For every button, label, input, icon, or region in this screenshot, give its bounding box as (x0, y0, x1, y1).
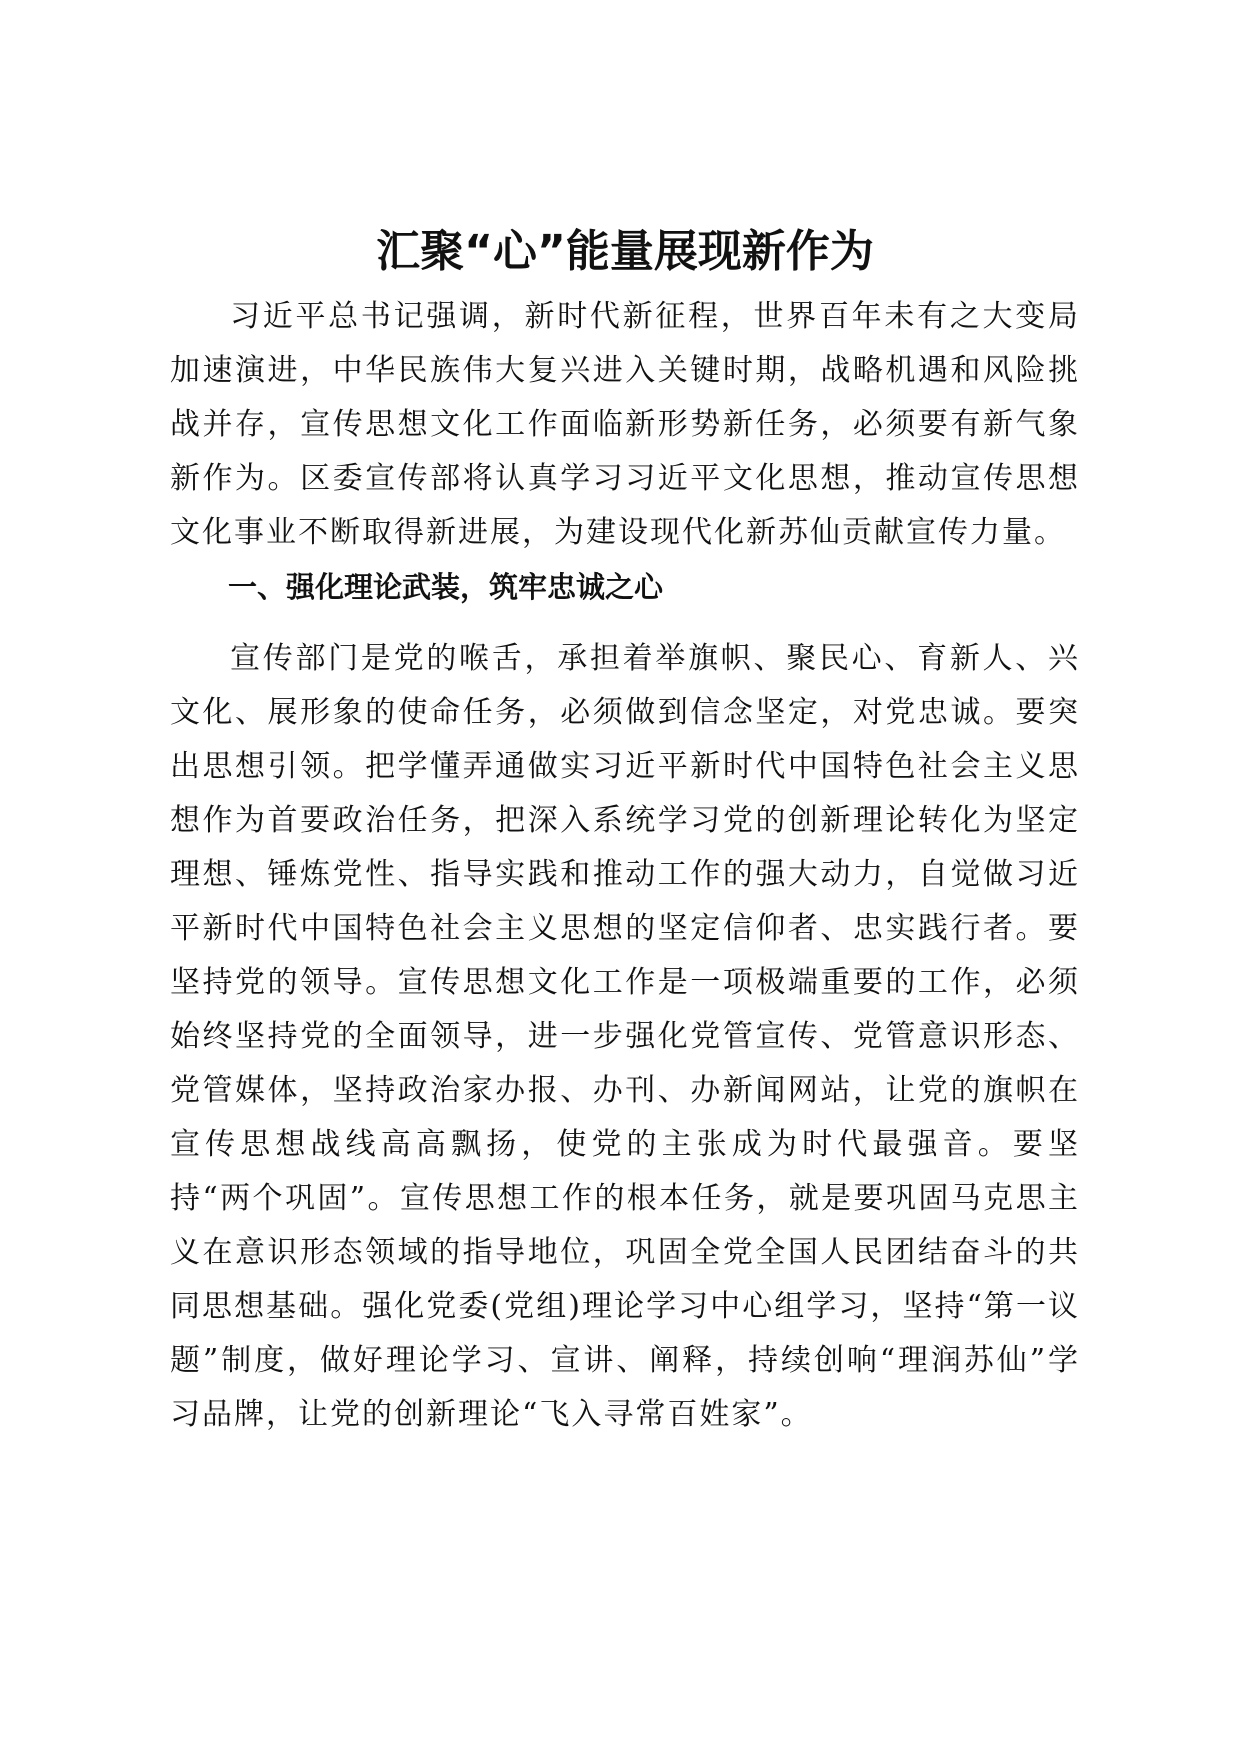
intro-paragraph: 习近平总书记强调，新时代新征程，世界百年未有之大变局加速演进，中华民族伟大复兴进入关键时期，战略机遇和风险挑战并存，宣传思想文化工作面临新形势新任务，必须要有新气象新作为。区委宣传部将认真学习习近平文化思想，推动宣传思想文化事业不断取得新进展，为建设现代化新苏仙贡献宣传力量。 (170, 299, 1080, 550)
document-body (170, 290, 1080, 1442)
section-paragraph: 宣传部门是党的喉舌，承担着举旗帜、聚民心、育新人、兴文化、展形象的使命任务，必须做到信念坚定，对党忠诚。要突出思想引领。把学懂弄通做实习近平新时代中国特色社会主义思想作为首要政治任务，把深入系统学习党的创新理论转化为坚定理想、锤炼党性、指导实践和推动工作的强大动力，自觉做习近平新时代中国特色社会主义思想的坚定信仰者、忠实践行者。要坚持党的领导。宣传思想文化工作是一项极端重要的工作，必须始终坚持党的全面领导，进一步强化党管宣传、党管意识形态、党管媒体，坚持政治家办报、办刊、办新闻网站，让党的旗帜在宣传思想战线高高飘扬，使党的主张成为时代最强音。要坚持“两个巩固”。宣传思想工作的根本任务，就是要巩固马克思主义在意识形态领域的指导地位，巩固全党全国人民团结奋斗的共同思想基础。强化党委(党组)理论学习中心组学习，坚持“第一议题”制度，做好理论学习、宣讲、阐释，持续创响“理润苏仙”学习品牌，让党的创新理论“飞入寻常百姓家”。 (170, 641, 1080, 1432)
document-title: 汇聚“心”能量展现新作为 (376, 226, 874, 277)
section-heading: 一、强化理论武装，筑牢忠诚之心 (228, 570, 664, 604)
document-page (170, 0, 1080, 1754)
